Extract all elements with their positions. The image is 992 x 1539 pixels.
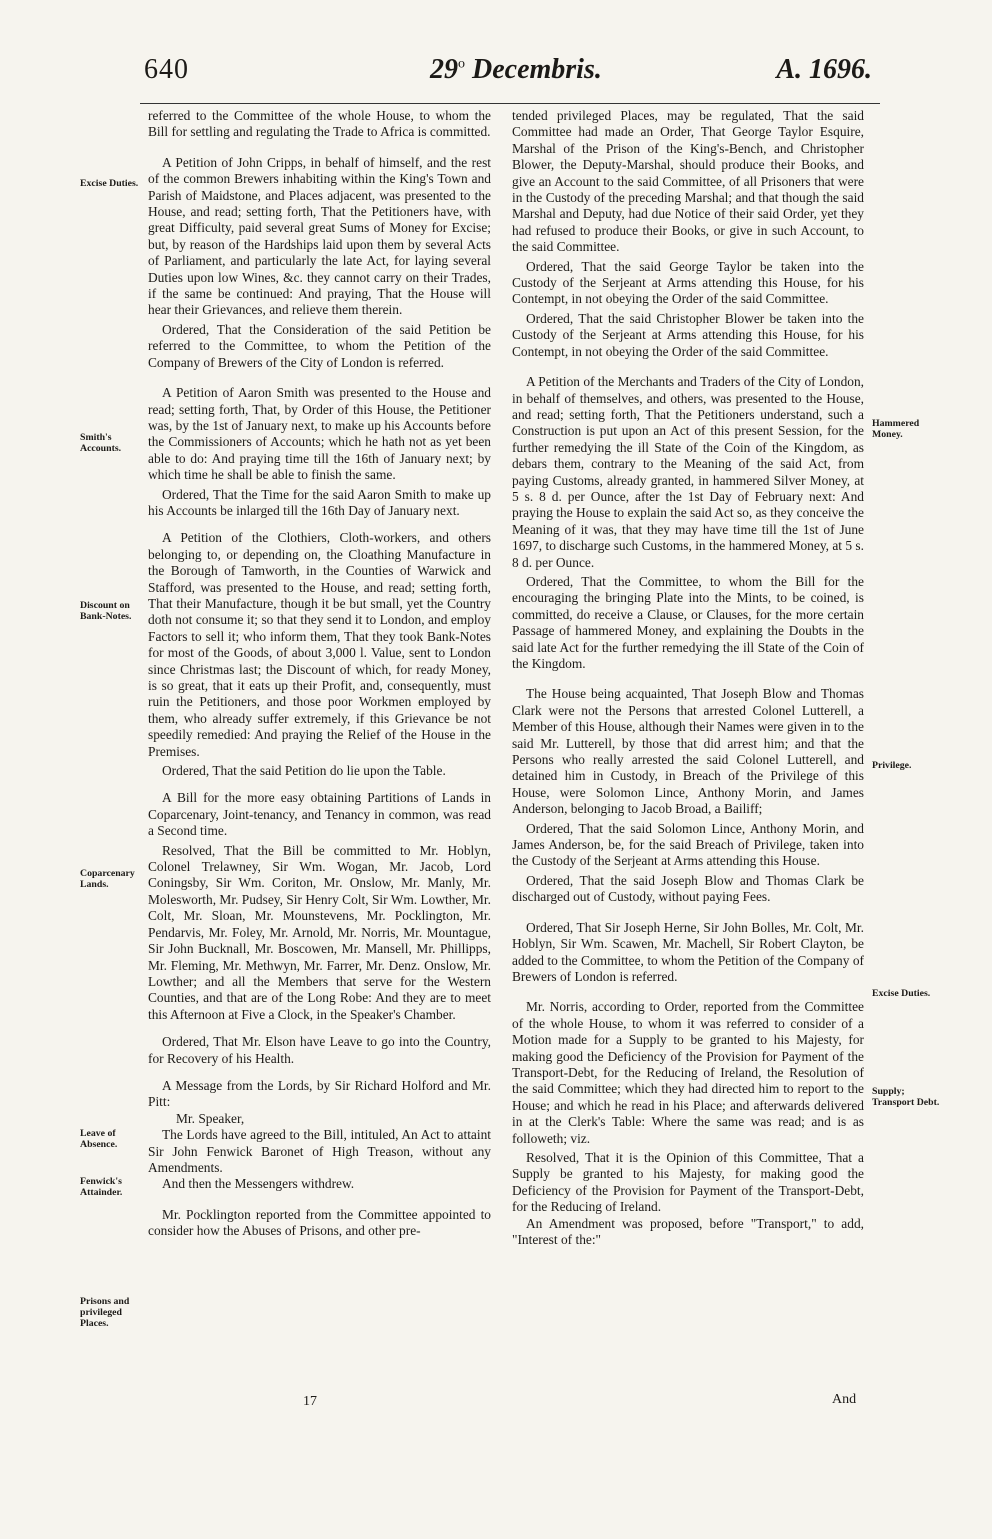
paragraph: A Bill for the more easy obtaining Partitions of Lands in Coparcenary, Joint-tenancy, and Tenancy in common, was read a Second time.	[148, 790, 491, 839]
paragraph: An Amendment was proposed, before "Transport," to add, "Interest of the:"	[512, 1215, 864, 1247]
paragraph: Ordered, That the said Christopher Blower be taken into the Custody of the Serjeant at Arms attending this House, for his Contempt, in not obeying the Order of the said Committee.	[512, 310, 864, 359]
page-number: 640	[144, 54, 189, 85]
paragraph: referred to the Committee of the whole House, to whom the Bill for settling and regulating the Trade to Africa is committed.	[148, 108, 491, 140]
catchword: And	[832, 1392, 857, 1407]
paragraph: A Petition of the Clothiers, Cloth-workers, and others belonging to, or depending on, the Cloathing Manufacture in the Borough of Tamworth, in the Counties of Warwick and Stafford, was presented to the House, and read; setting forth, That their Manufacture, though it be but small, yet the Country doth not consume it; so that they send it to London, and employ Factors to sell it; who inform them, That they took Bank-Notes for most of the Goods, of about 3,000 l. Value, sent to London since Christmas last; the Discount of which, for ready Money, is so great, that it eats up their Profit, and, consequently, must ruin the Petitioners, and those poor Workmen employed by them, who already suffer extremely, if this Grievance be not speedily remedied: And praying the Relief of the House in the Premises.	[148, 530, 491, 759]
paragraph: Ordered, That the said Solomon Lince, Anthony Morin, and James Anderson, be, for the said Breach of Privilege, taken into the Custody of the Serjeant at Arms attending this House.	[512, 820, 864, 869]
margin-note-privilege: Privilege.	[872, 760, 912, 771]
page-header	[140, 52, 880, 96]
margin-note-excise-duties: Excise Duties.	[80, 178, 139, 189]
margin-note-smiths-accounts: Smith's Accounts.	[80, 432, 122, 454]
paragraph: A Petition of the Merchants and Traders of the City of London, in behalf of themselves, and others, was presented to the House, and read; setting forth, That the Petitioners understand, such a Construction is put upon an Act of this present Session, for the further remedying the ill State of the Coin of the Kingdom, as debars them, contrary to the Meaning of the said Act, from paying Customs, already granted, in hammered Silver Money, at 5 s. 8 d. per Ounce, after the 1st Day of February next: And praying the House to explain the said Act so, as they conceive the Meaning of it was, that they may have time till the 1st of June 1697, to discharge such Customs, in the hammered Money, at 5 s. 8 d. per Ounce.	[512, 374, 864, 570]
paragraph: A Petition of John Cripps, in behalf of himself, and the rest of the common Brewers inhabiting within the King's Town and Parish of Maidstone, and Places adjacent, was presented to the House, and read; setting forth, That the Petitioners have, with great Difficulty, paid several great Sums of Money for Excise; but, by reason of the Hardships laid upon them by several Acts of Parliament, and particularly the late Act, for laying several Duties upon low Wines, &c. they cannot carry on their Trades, if the same be continued: And praying, That the House will hear their Grievances, and relieve them therein.	[148, 154, 491, 318]
paragraph: Ordered, That the said Petition do lie upon the Table.	[162, 763, 446, 779]
header-year: A. 1696.	[776, 54, 872, 85]
paragraph: tended privileged Places, may be regulated, That the said Committee had made an Order, That George Taylor Esquire, Marshal of the Prison of the King's-Bench, and Christopher Blower, the Deputy-Marshal, should produce their Books, and give an Account to the said Committee, of all Prisoners that were in the Custody of the preceding Marshal; and that though the said Marshal and Deputy, had due Notice of their said Order, yet they had refused to produce their Books, or give in such Account, to the said Committee.	[512, 108, 864, 255]
margin-note-discount-bank-notes: Discount on Bank-Notes.	[80, 600, 132, 622]
margin-note-excise-duties-right: Excise Duties.	[872, 988, 931, 999]
margin-note-leave-of-absence: Leave of Absence.	[80, 1128, 118, 1150]
paragraph: A Petition of Aaron Smith was presented to the House and read; setting forth, That, by Order of this House, the Petitioner was, by the 1st of January next, to make up his Accounts before the Commissioners of Accounts; which he hath not as yet been able to do: And praying time till the 16th of January next; by which time he shall be able to finish the same.	[148, 385, 491, 483]
paragraph: Ordered, That Sir Joseph Herne, Sir John Bolles, Mr. Colt, Mr. Hoblyn, Sir Wm. Scawen, Mr. Machell, Sir Robert Clayton, be added to the Committee, to whom the Petition of the Company of Brewers of London is referred.	[512, 919, 864, 984]
paragraph: The House being acquainted, That Joseph Blow and Thomas Clark were not the Persons that arrested Colonel Lutterell, a Member of this House, although their Names were given in to the said Mr. Lutterell, by those that did arrest him; and that the Persons who really arrested the said Colonel Lutterell, and detained him in Custody, in Breach of the Privilege of this House, were Solomon Lince, Anthony Morin, and James Anderson, belonging to Jacob Broad, a Bailiff;	[512, 686, 864, 817]
paragraph: Ordered, That the Consideration of the said Petition be referred to the Committee, to whom the Petition of the Company of Brewers of the City of London is referred.	[148, 321, 491, 370]
header-rule	[140, 103, 880, 104]
right-column	[512, 108, 864, 1248]
paragraph: Ordered, That the Time for the said Aaron Smith to make up his Accounts be inlarged till the 16th Day of January next.	[148, 486, 491, 518]
paragraph: And then the Messengers withdrew.	[162, 1176, 355, 1192]
signature-mark: 17	[303, 1394, 317, 1409]
paragraph: Mr. Norris, according to Order, reported from the Committee of the whole House, to whom it was referred to consider of a Motion made for a Supply to be granted to his Majesty, for making good the Deficiency of the Provision for Payment of the Transport-Debt, for the Reducing of Ireland, the Resolution of the said Committee; which they had directed him to report to the House; and which he read in his Place; and afterwards delivered in at the Clerk's Table: Where the same was read; and is as followeth; viz.	[512, 999, 864, 1146]
margin-note-supply-transport: Supply; Transport Debt.	[872, 1086, 940, 1108]
paragraph: Resolved, That it is the Opinion of this Committee, That a Supply be granted to his Majesty, for making good the Deficiency of the Provision for Payment of the Transport-Debt, for the Reducing of Ireland.	[512, 1149, 864, 1215]
paragraph: Ordered, That Mr. Elson have Leave to go into the Country, for Recovery of his Health.	[148, 1034, 491, 1066]
paragraph: A Message from the Lords, by Sir Richard Holford and Mr. Pitt:	[148, 1077, 491, 1110]
header-month: Decembris.	[472, 54, 602, 85]
header-day: 29	[430, 54, 458, 85]
left-column	[148, 108, 491, 1240]
paragraph: Ordered, That the Committee, to whom the Bill for the encouraging the bringing Plate into the Mints, to be coined, is committed, do receive a Clause, or Clauses, for the more certain Passage of hammered Money, and explaining the Doubts in the said late Act for the further remedying the ill State of the Coin of the Kingdom.	[512, 573, 864, 671]
header-day-suffix: o	[458, 56, 465, 72]
margin-note-hammered-money: Hammered Money.	[872, 418, 920, 440]
margin-note-coparcenary-lands: Coparcenary Lands.	[80, 868, 135, 890]
paragraph: Mr. Speaker,	[176, 1110, 245, 1126]
header-date	[430, 54, 602, 86]
paragraph: Mr. Pocklington reported from the Committee appointed to consider how the Abuses of Prisons, and other pre-	[148, 1206, 491, 1239]
paragraph: Resolved, That the Bill be committed to Mr. Hoblyn, Colonel Trelawney, Sir Wm. Wogan, Mr. Jacob, Lord Coningsby, Sir Wm. Coriton, Mr. Onslow, Mr. Manly, Mr. Molesworth, Mr. Pudsey, Sir Henry Colt, Sir Wm. Lowther, Mr. Colt, Mr. Sloan, Mr. Mounstevens, Mr. Pocklington, Mr. Pendarvis, Mr. Foley, Mr. Arnold, Mr. Norris, Mr. Mountague, Sir John Bucknall, Mr. Boscowen, Mr. Mansell, Mr. Phillipps, Mr. Fleming, Mr. Methwyn, Mr. Farrer, Mr. Denz. Onslow, Mr. Lowther; and all the Members that serve for the Western Counties, and that are of the Long Robe: And they are to meet this Afternoon at Five a Clock, in the Speaker's Chamber.	[148, 842, 491, 1022]
margin-note-fenwicks-attainder: Fenwick's Attainder.	[80, 1176, 123, 1198]
paragraph: Ordered, That the said George Taylor be taken into the Custody of the Serjeant at Arms attending this House, for his Contempt, in not obeying the Order of the said Committee.	[512, 258, 864, 307]
paragraph: Ordered, That the said Joseph Blow and Thomas Clark be discharged out of Custody, without paying Fees.	[512, 872, 864, 905]
paragraph: The Lords have agreed to the Bill, intituled, An Act to attaint Sir John Fenwick Baronet of High Treason, without any Amendments.	[148, 1127, 491, 1175]
margin-note-prisons-places: Prisons and privileged Places.	[80, 1296, 130, 1329]
